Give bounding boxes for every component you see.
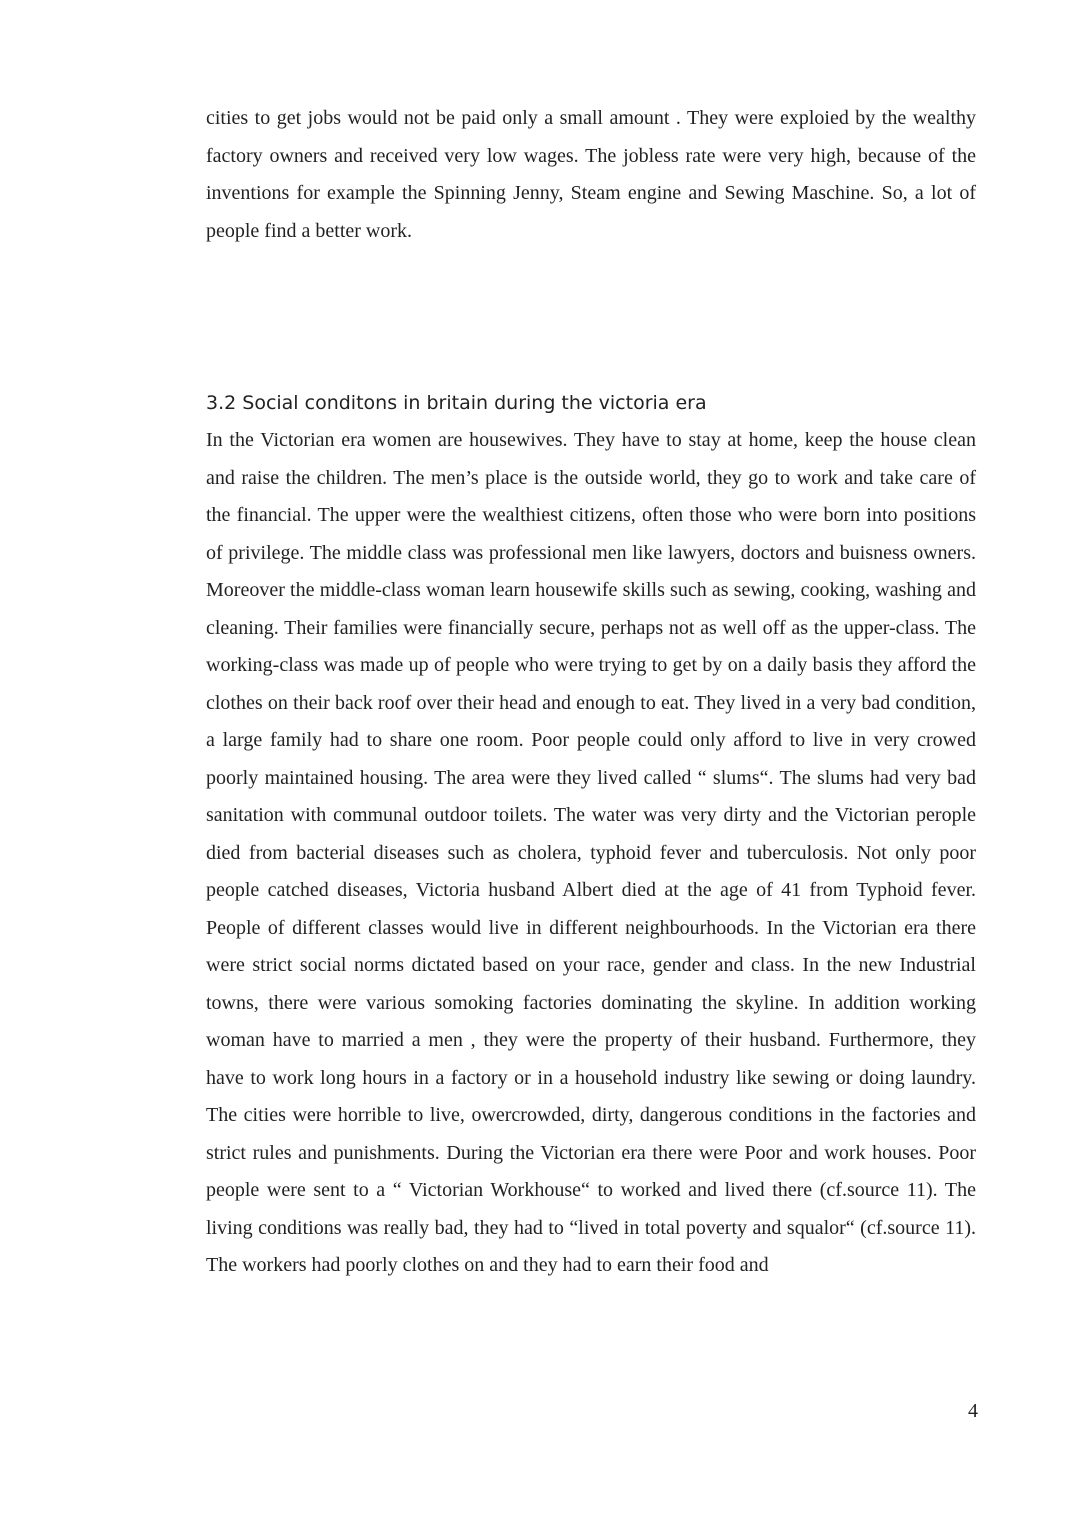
section-heading: 3.2 Social conditons in britain during the victoria era	[206, 392, 707, 414]
page-number: 4	[968, 1400, 978, 1422]
intro-paragraph: cities to get jobs would not be paid only a small amount . They were exploied by the wealthy factory owners and received very low wages. The jobless rate were very high, because of the inventions for example the Spinning Jenny, Steam engine and Sewing Maschine. So, a lot of people find a better work.	[206, 107, 976, 242]
section-paragraph: In the Victorian era women are housewives. They have to stay at home, keep the house clean and raise the children. The men’s place is the outside world, they go to work and take care of the financial. The upper were the wealthiest citizens, often those who were born into positions of privilege. The middle class was professional men like lawyers, doctors and buisness owners. Moreover the middle-class woman learn housewife skills such as sewing, cooking, washing and cleaning. Their families were financially secure, perhaps not as well off as the upper-class. The working-class was made up of people who were trying to get by on a daily basis they afford the clothes on their back roof over their head and enough to eat. They lived in a very bad condition, a large family had to share one room. Poor people could only afford to live in very crowed poorly maintained housing. The area were they lived called “ slums“. The slums had very bad sanitation with communal outdoor toilets. The water was very dirty and the Victorian perople died from bacterial diseases such as cholera, typhoid fever and tuberculosis. Not only poor people catched diseases, Victoria husband Albert died at the age of 41 from Typhoid fever. People of different classes would live in different neighbourhoods. In the Victorian era there were strict social norms dictated based on your race, gender and class. In the new Industrial towns, there were various somoking factories dominating the skyline. In addition working woman have to married a men , they were the property of their husband. Furthermore, they have to work long hours in a factory or in a household industry like sewing or doing laundry. The cities were horrible to live, owercrowded, dirty, dangerous conditions in the factories and strict rules and punishments. During the Victorian era there were Poor and work houses. Poor people were sent to a “ Victorian Workhouse“ to worked and lived there (cf.source 11). The living conditions was really bad, they had to “lived in total poverty and squalor“ (cf.source 11). The workers had poorly clothes on and they had to earn their food and	[206, 429, 976, 1276]
